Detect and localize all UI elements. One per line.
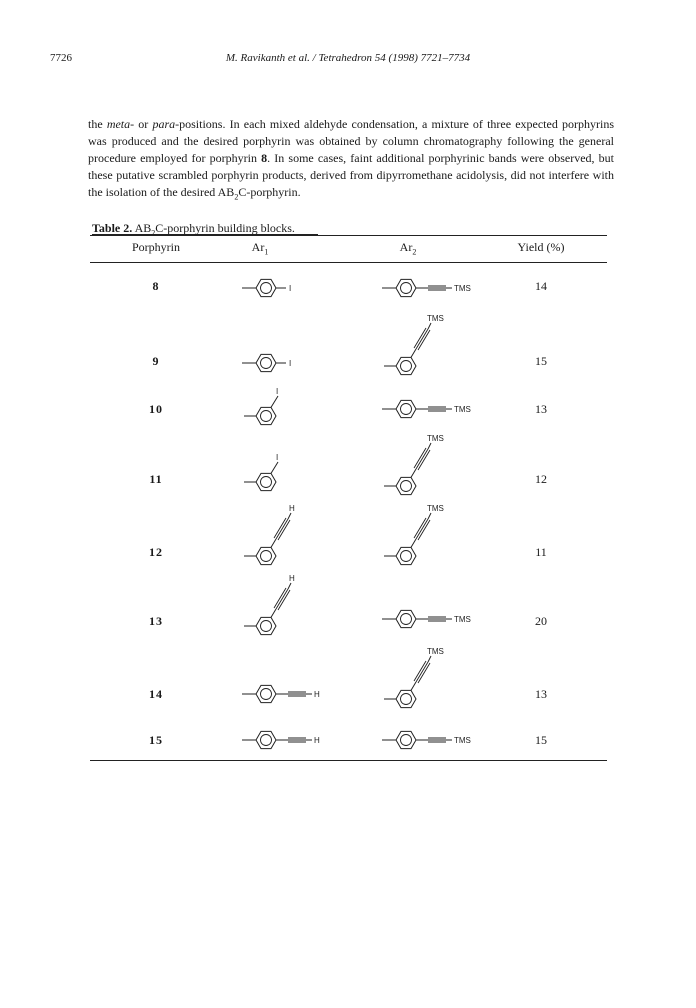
porphyrin-label-8: 8 bbox=[152, 279, 160, 293]
caption-text: C-porphyrin building blocks. bbox=[155, 221, 295, 235]
running-head: M. Ravikanth et al. / Tetrahedron 54 (1998) 7721–7734 bbox=[225, 52, 471, 64]
structure-ar1-row-8 bbox=[232, 273, 302, 303]
body-text: C-porphyrin. bbox=[238, 185, 301, 199]
subscript: 2 bbox=[234, 192, 239, 202]
structure-ar1-row-10 bbox=[232, 384, 302, 434]
body-text: the bbox=[88, 117, 107, 131]
col-header-ar2 bbox=[348, 240, 468, 256]
table-header-rule bbox=[90, 262, 607, 263]
porphyrin-label-13: 13 bbox=[149, 614, 163, 628]
porphyrin-label-9: 9 bbox=[152, 354, 160, 368]
atom-label: TMS bbox=[427, 647, 444, 656]
structure-ar2-row-9 bbox=[372, 312, 462, 382]
atom-label: TMS bbox=[427, 504, 444, 513]
col-header-ar1-sub: 1 bbox=[264, 247, 269, 257]
compound-ref: 8 bbox=[261, 151, 268, 165]
yield-value-11: 12 bbox=[535, 472, 547, 486]
atom-label: TMS bbox=[454, 736, 471, 745]
body-text-italic: para bbox=[152, 117, 176, 131]
atom-label: TMS bbox=[454, 405, 471, 414]
porphyrin-label-14: 14 bbox=[149, 687, 163, 701]
porphyrin-label-10: 10 bbox=[149, 402, 163, 416]
yield-value-10: 13 bbox=[535, 402, 547, 416]
atom-label: I bbox=[276, 453, 279, 462]
structure-ar1-row-15 bbox=[232, 725, 342, 755]
col-header-porphyrin: Porphyrin bbox=[132, 240, 180, 254]
structure-ar1-row-9 bbox=[232, 348, 302, 378]
atom-label: I bbox=[289, 359, 292, 368]
yield-value-12: 11 bbox=[535, 545, 547, 559]
atom-label: TMS bbox=[454, 284, 471, 293]
porphyrin-label-15: 15 bbox=[149, 733, 163, 747]
col-header-yield: Yield (%) bbox=[517, 240, 565, 254]
yield-value-8: 14 bbox=[535, 279, 547, 293]
col-header-ar2-sub: 2 bbox=[412, 247, 417, 257]
atom-label: I bbox=[289, 284, 292, 293]
yield-value-15: 15 bbox=[535, 733, 547, 747]
structure-ar2-row-12 bbox=[372, 502, 462, 572]
structure-ar2-row-8 bbox=[372, 273, 482, 303]
col-header-ar2-text: Ar bbox=[399, 240, 413, 254]
table-top-rule bbox=[90, 235, 607, 236]
structure-ar1-row-12 bbox=[232, 502, 322, 572]
body-text: -positions. In each mixed aldehyde condensation, a mixture of three expected porphyrins was produced and the desired porphyrin was obtained by column chromatography following the general procedure employed for porphyrin bbox=[88, 117, 614, 165]
structure-ar2-row-15 bbox=[372, 725, 482, 755]
yield-value-13: 20 bbox=[535, 614, 547, 628]
atom-label: TMS bbox=[427, 314, 444, 323]
structure-ar2-row-13 bbox=[372, 604, 482, 634]
yield-value-14: 13 bbox=[535, 687, 547, 701]
table-bottom-rule bbox=[90, 760, 607, 761]
atom-label: H bbox=[289, 504, 295, 513]
table-label: Table 2. bbox=[92, 221, 133, 235]
structure-ar2-row-11 bbox=[372, 432, 462, 502]
page-number: 7726 bbox=[50, 52, 72, 64]
structure-ar2-row-10 bbox=[372, 394, 482, 424]
atom-label: TMS bbox=[427, 434, 444, 443]
body-paragraph bbox=[88, 116, 614, 205]
caption-text: AB bbox=[132, 221, 152, 235]
col-header-ar1-text: Ar bbox=[251, 240, 265, 254]
atom-label: H bbox=[289, 574, 295, 583]
structure-ar1-row-11 bbox=[232, 450, 302, 500]
structure-ar1-row-14 bbox=[232, 679, 342, 709]
body-text: or bbox=[134, 117, 153, 131]
structure-ar2-row-14 bbox=[372, 645, 462, 715]
body-text: . In some cases, faint additional porphyrinic bands were observed, but these putative scrambled porphyrin products, derived from dipyrromethane acidolysis, did not interfere with the isolation of the desired AB bbox=[88, 151, 615, 199]
porphyrin-label-12: 12 bbox=[149, 545, 163, 559]
atom-label: I bbox=[276, 387, 279, 396]
porphyrin-label-11: 11 bbox=[149, 472, 163, 486]
yield-value-9: 15 bbox=[535, 354, 547, 368]
atom-label: H bbox=[314, 690, 320, 699]
structure-ar1-row-13 bbox=[232, 572, 322, 642]
col-header-ar1 bbox=[200, 240, 320, 256]
atom-label: H bbox=[314, 736, 320, 745]
body-text-italic: meta- bbox=[106, 117, 135, 131]
caption-subscript: 2 bbox=[151, 228, 156, 238]
atom-label: TMS bbox=[454, 615, 471, 624]
